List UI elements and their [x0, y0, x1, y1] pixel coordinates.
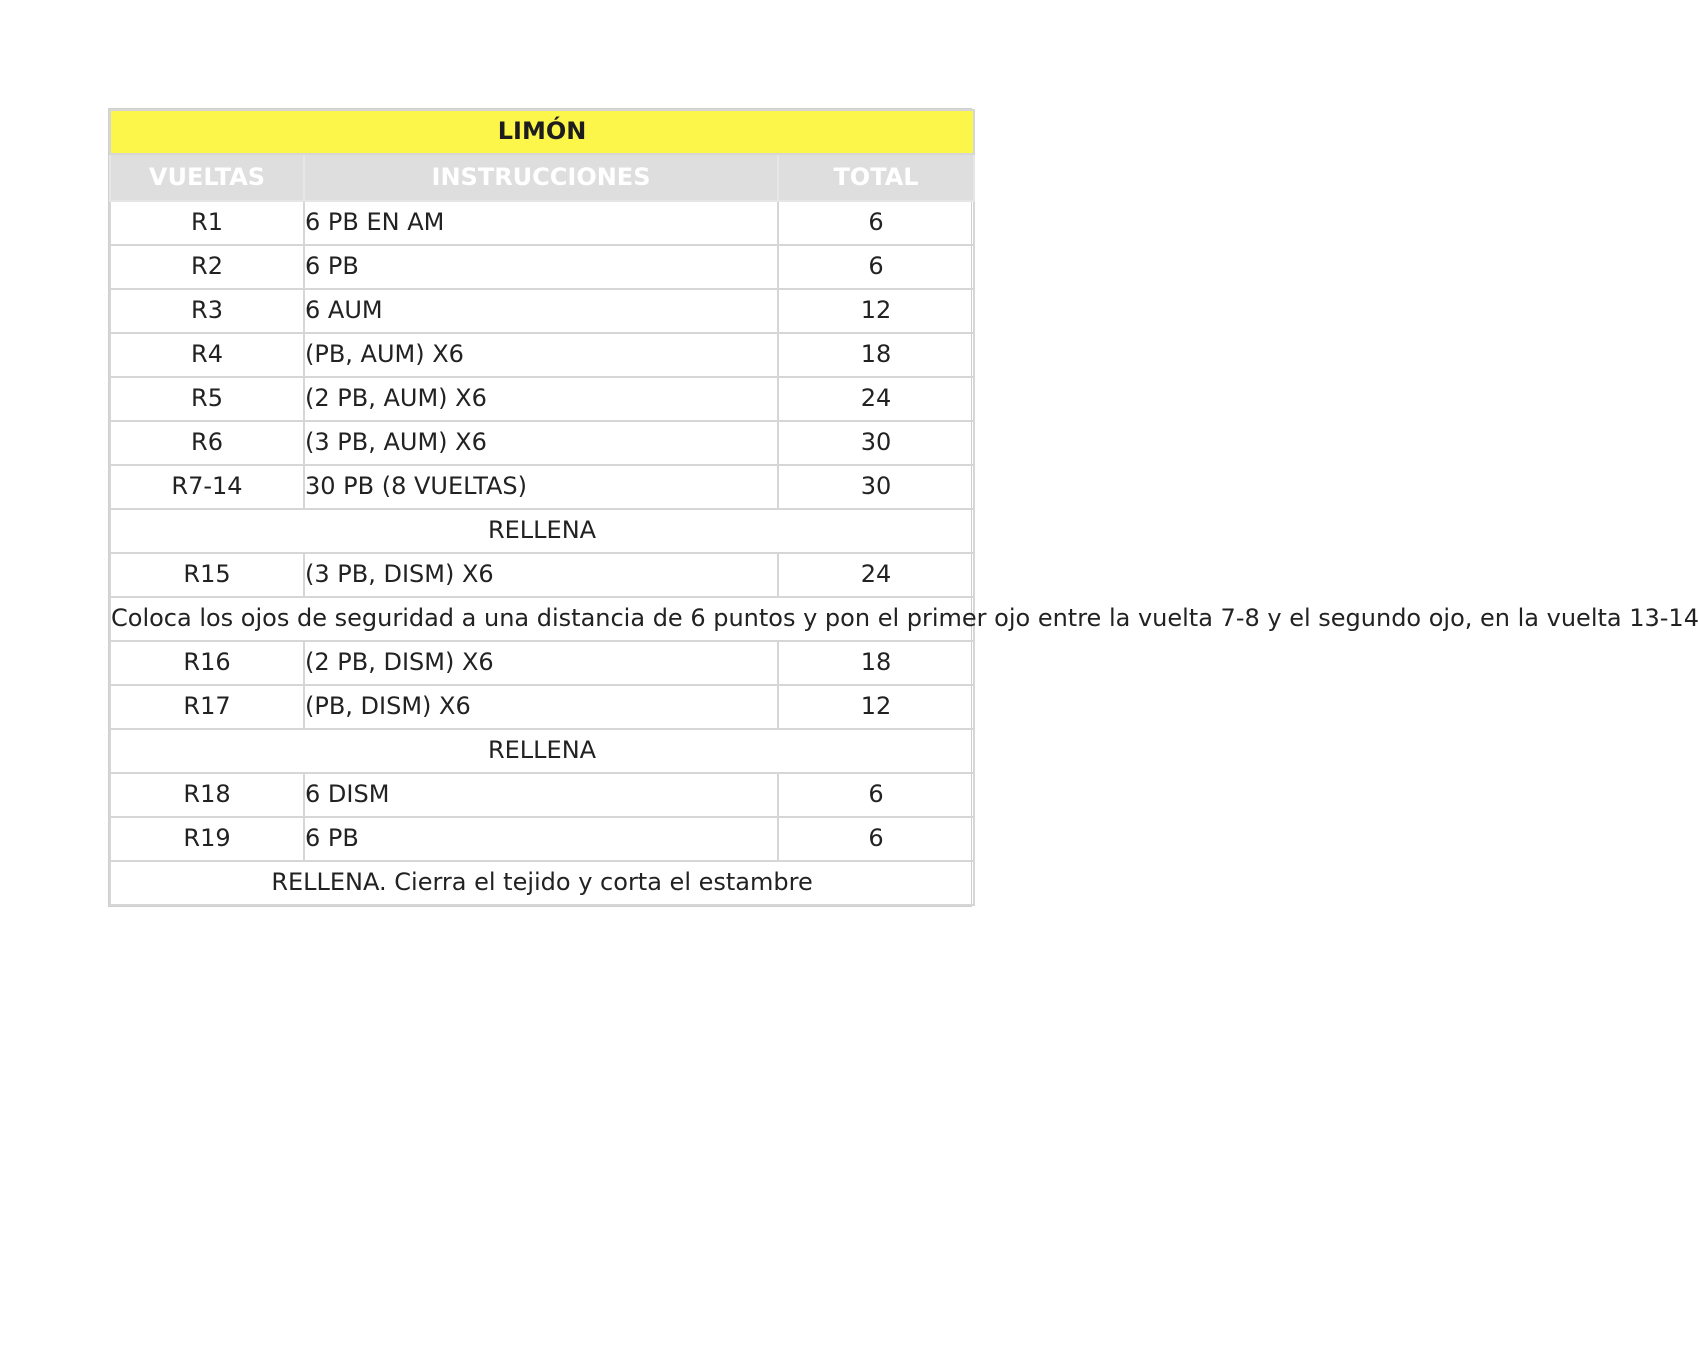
table-row [110, 245, 974, 289]
table-row [110, 817, 974, 861]
total-cell: 30 [778, 465, 974, 509]
round-cell: R16 [110, 641, 304, 685]
instructions-cell: 6 PB EN AM [304, 201, 778, 245]
round-cell: R2 [110, 245, 304, 289]
crochet-pattern-table [109, 109, 1699, 906]
round-cell: R18 [110, 773, 304, 817]
round-cell: R5 [110, 377, 304, 421]
total-cell: 24 [778, 553, 974, 597]
instructions-cell: (3 PB, AUM) X6 [304, 421, 778, 465]
total-cell: 6 [778, 817, 974, 861]
total-cell: 30 [778, 421, 974, 465]
instructions-cell: (PB, DISM) X6 [304, 685, 778, 729]
column-header-round: VUELTAS [110, 154, 304, 201]
table-row [110, 421, 974, 465]
total-cell: 6 [778, 201, 974, 245]
table-row [110, 641, 974, 685]
column-header-instructions: INSTRUCCIONES [304, 154, 778, 201]
instructions-cell: 6 PB [304, 817, 778, 861]
table-row [110, 333, 974, 377]
round-cell: R3 [110, 289, 304, 333]
table-row [110, 773, 974, 817]
stuffing-note: RELLENA [110, 729, 974, 773]
total-cell: 6 [778, 245, 974, 289]
table-row [110, 685, 974, 729]
round-cell: R17 [110, 685, 304, 729]
total-cell: 18 [778, 641, 974, 685]
round-cell: R7-14 [110, 465, 304, 509]
table-row [110, 553, 974, 597]
round-cell: R19 [110, 817, 304, 861]
finishing-note: RELLENA. Cierra el tejido y corta el estambre [110, 861, 974, 905]
round-cell: R1 [110, 201, 304, 245]
total-cell: 18 [778, 333, 974, 377]
safety-eyes-note: Coloca los ojos de seguridad a una distancia de 6 puntos y pon el primer ojo entre la vuelta 7-8 y el segundo ojo, en la vuelta 13-14 [110, 597, 974, 641]
safety-eyes-row [110, 597, 974, 641]
finishing-row [110, 861, 974, 905]
column-header-total: TOTAL [778, 154, 974, 201]
instructions-cell: (3 PB, DISM) X6 [304, 553, 778, 597]
instructions-cell: 6 DISM [304, 773, 778, 817]
total-cell: 24 [778, 377, 974, 421]
instructions-cell: (2 PB, AUM) X6 [304, 377, 778, 421]
total-cell: 6 [778, 773, 974, 817]
pattern-title: LIMÓN [110, 110, 974, 154]
round-cell: R4 [110, 333, 304, 377]
table-row [110, 289, 974, 333]
stuffing-row [110, 729, 974, 773]
header-row [110, 154, 974, 201]
pattern-sheet [108, 108, 1699, 907]
table-row [110, 377, 974, 421]
table-row [110, 465, 974, 509]
instructions-cell: 6 PB [304, 245, 778, 289]
title-row [110, 110, 974, 154]
stuffing-row [110, 509, 974, 553]
instructions-cell: 30 PB (8 VUELTAS) [304, 465, 778, 509]
round-cell: R6 [110, 421, 304, 465]
total-cell: 12 [778, 685, 974, 729]
instructions-cell: (PB, AUM) X6 [304, 333, 778, 377]
stuffing-note: RELLENA [110, 509, 974, 553]
instructions-cell: (2 PB, DISM) X6 [304, 641, 778, 685]
round-cell: R15 [110, 553, 304, 597]
table-row [110, 201, 974, 245]
instructions-cell: 6 AUM [304, 289, 778, 333]
total-cell: 12 [778, 289, 974, 333]
